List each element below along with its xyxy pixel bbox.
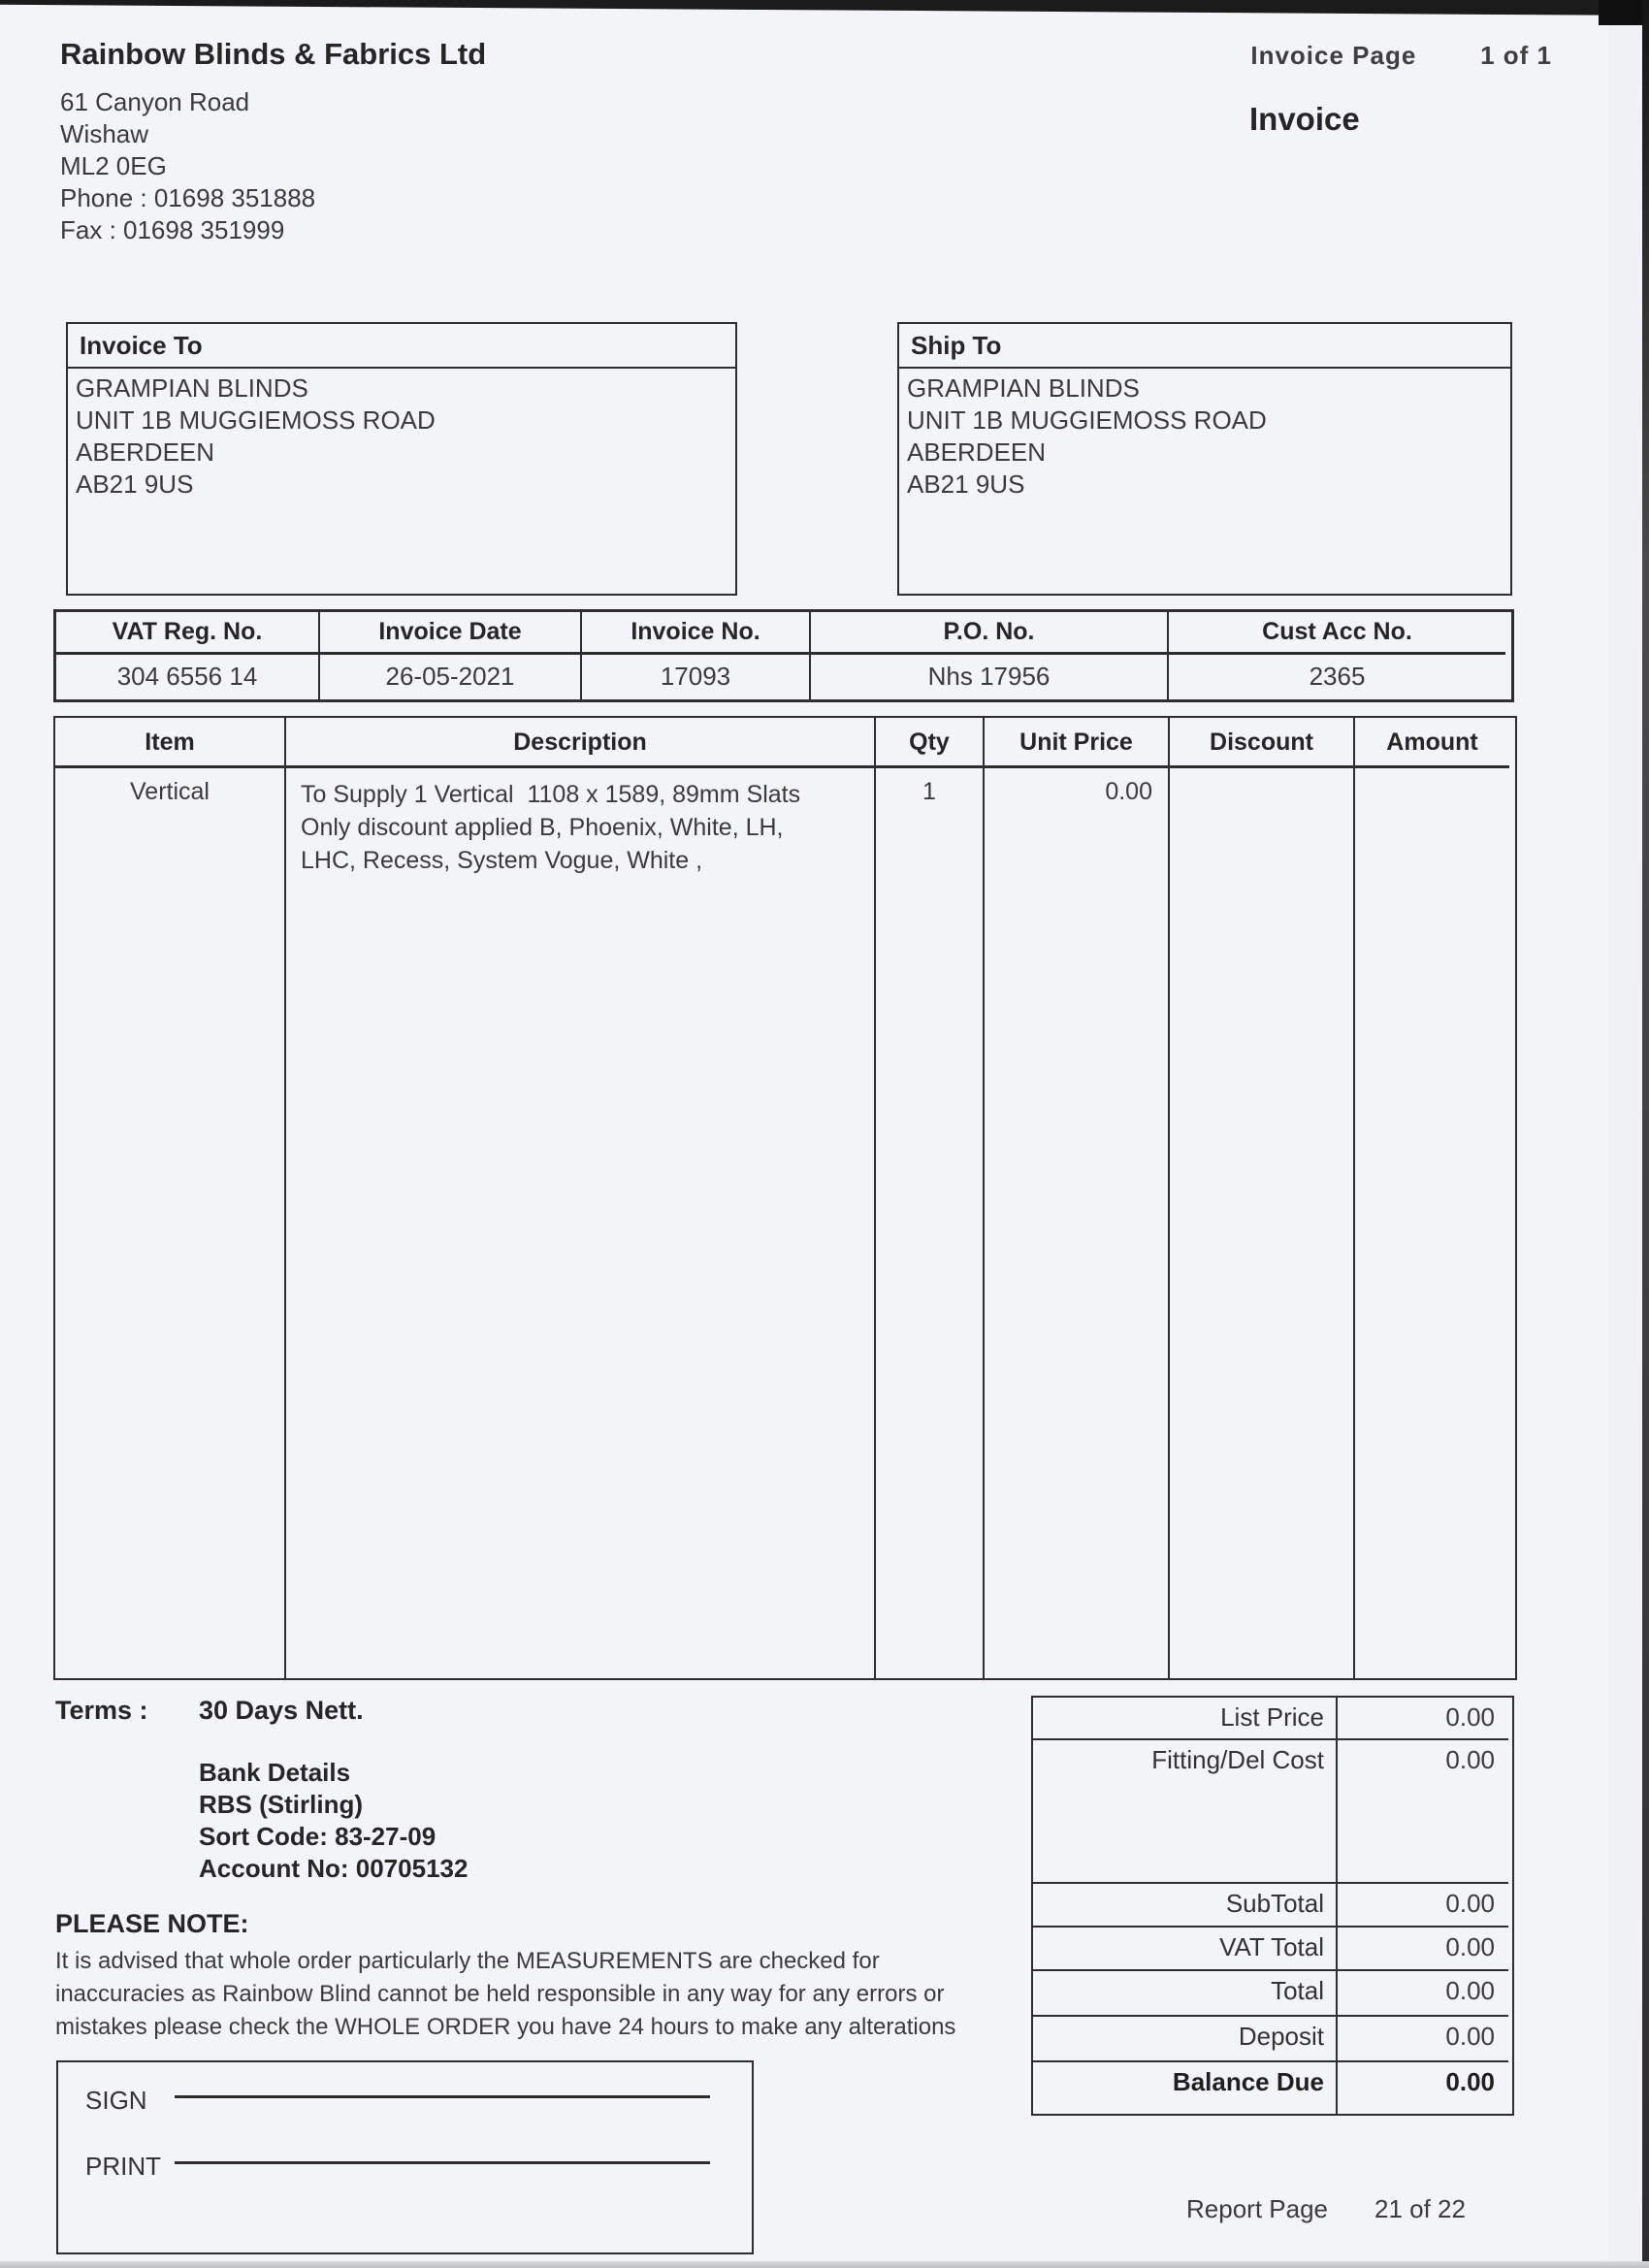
totals-table xyxy=(1031,1696,1514,2116)
total-label-list-price: List Price xyxy=(1033,1698,1338,1740)
items-header-description: Description xyxy=(286,718,876,768)
item-description-line: Only discount applied B, Phoenix, White, LH, xyxy=(301,814,784,841)
please-note-line: mistakes please check the WHOLE ORDER you have 24 hours to make any alterations xyxy=(55,2014,956,2040)
total-label-vat-total: VAT Total xyxy=(1033,1928,1338,1971)
item-description-line: LHC, Recess, System Vogue, White , xyxy=(301,847,703,874)
items-header-amount: Amount xyxy=(1355,718,1509,768)
invoice-to-line: UNIT 1B MUGGIEMOSS ROAD xyxy=(76,405,436,435)
total-label-balance-due: Balance Due xyxy=(1033,2062,1338,2114)
line-items-table xyxy=(53,716,1517,1680)
scan-right-edge-artifact xyxy=(1642,0,1649,2268)
invoice-to-box xyxy=(66,322,737,596)
please-note-line: inaccuracies as Rainbow Blind cannot be held responsible in any way for any errors or xyxy=(55,1981,945,2007)
bank-details-line: RBS (Stirling) xyxy=(199,1790,363,1819)
sign-label: SIGN xyxy=(85,2086,147,2115)
item-discount-cell xyxy=(1170,768,1355,1678)
invoice-to-line: AB21 9US xyxy=(76,470,194,499)
items-header-discount: Discount xyxy=(1170,718,1355,768)
invoice-to-label: Invoice To xyxy=(68,324,735,369)
ship-to-line: UNIT 1B MUGGIEMOSS ROAD xyxy=(907,405,1267,435)
meta-value-invoice-no: 17093 xyxy=(582,655,811,699)
bank-details-line: Account No: 00705132 xyxy=(199,1854,469,1883)
company-phone: Phone : 01698 351888 xyxy=(60,183,316,212)
items-header-item: Item xyxy=(55,718,286,768)
items-header-qty: Qty xyxy=(876,718,985,768)
bank-details-title: Bank Details xyxy=(199,1758,351,1787)
total-value-balance-due: 0.00 xyxy=(1445,2067,1495,2096)
meta-header-invoice-no: Invoice No. xyxy=(582,612,811,655)
meta-value-cust-acc: 2365 xyxy=(1309,662,1366,691)
bank-details-line: Sort Code: 83-27-09 xyxy=(199,1822,436,1851)
terms-label: Terms : xyxy=(55,1696,148,1725)
report-page-label: Report Page xyxy=(1186,2194,1328,2223)
ship-to-line: GRAMPIAN BLINDS xyxy=(907,373,1140,403)
total-value-fitting: 0.00 xyxy=(1338,1740,1508,1884)
total-value-deposit: 0.00 xyxy=(1338,2017,1508,2062)
item-qty-cell: 1 xyxy=(876,768,985,1678)
meta-header-po-no: P.O. No. xyxy=(811,612,1169,655)
sign-line xyxy=(175,2095,710,2098)
meta-header-cust-acc: Cust Acc No. xyxy=(1169,612,1505,655)
page-header-clipped xyxy=(1203,25,1553,70)
item-description-cell xyxy=(286,768,876,1678)
report-page-value: 21 of 22 xyxy=(1374,2194,1466,2223)
ship-to-line: AB21 9US xyxy=(907,470,1025,499)
item-amount-cell xyxy=(1355,768,1509,1678)
company-name: Rainbow Blinds & Fabrics Ltd xyxy=(60,37,487,71)
meta-value-invoice-date: 26-05-2021 xyxy=(320,655,582,699)
total-value-vat-total: 0.00 xyxy=(1338,1928,1508,1971)
total-label-fitting: Fitting/Del Cost xyxy=(1033,1740,1338,1884)
please-note-title: PLEASE NOTE: xyxy=(55,1909,249,1938)
ship-to-box xyxy=(897,322,1512,596)
print-line xyxy=(175,2161,710,2164)
total-value-subtotal: 0.00 xyxy=(1338,1884,1508,1928)
invoice-page-label: Invoice Page xyxy=(1250,41,1417,70)
meta-value-po-no: Nhs 17956 xyxy=(811,655,1169,699)
invoice-to-line: ABERDEEN xyxy=(76,437,215,467)
invoice-to-line: GRAMPIAN BLINDS xyxy=(76,373,308,403)
meta-header-invoice-date: Invoice Date xyxy=(320,612,582,655)
item-unit-price-cell: 0.00 xyxy=(985,768,1170,1678)
total-value-total: 0.00 xyxy=(1338,1971,1508,2017)
ship-to-label: Ship To xyxy=(899,324,1510,369)
print-label: PRINT xyxy=(85,2152,161,2181)
meta-value-vat-reg: 304 6556 14 xyxy=(56,655,320,699)
please-note-line: It is advised that whole order particularly the MEASUREMENTS are checked for xyxy=(55,1948,880,1974)
total-label-deposit: Deposit xyxy=(1033,2017,1338,2062)
total-value-list-price: 0.00 xyxy=(1338,1698,1508,1740)
signature-box xyxy=(56,2060,754,2254)
scan-right-margin-artifact xyxy=(1608,0,1642,2268)
item-description-line: To Supply 1 Vertical 1108 x 1589, 89mm Slats xyxy=(301,781,801,808)
total-label-subtotal: SubTotal xyxy=(1033,1884,1338,1928)
meta-header-vat-reg: VAT Reg. No. xyxy=(56,612,320,655)
items-header-unit-price: Unit Price xyxy=(985,718,1170,768)
company-address-line: ML2 0EG xyxy=(60,151,167,180)
company-address-line: 61 Canyon Road xyxy=(60,87,250,116)
scan-bottom-edge-artifact xyxy=(0,2261,1649,2268)
item-cell: Vertical xyxy=(55,768,286,1678)
company-fax: Fax : 01698 351999 xyxy=(60,215,285,244)
invoice-document-title: Invoice xyxy=(1249,101,1360,137)
company-address-line: Wishaw xyxy=(60,119,149,148)
terms-value: 30 Days Nett. xyxy=(199,1696,364,1725)
invoice-meta-table xyxy=(53,609,1514,702)
invoice-page-count: 1 of 1 xyxy=(1480,41,1553,70)
total-label-total: Total xyxy=(1033,1971,1338,2017)
ship-to-line: ABERDEEN xyxy=(907,437,1047,467)
